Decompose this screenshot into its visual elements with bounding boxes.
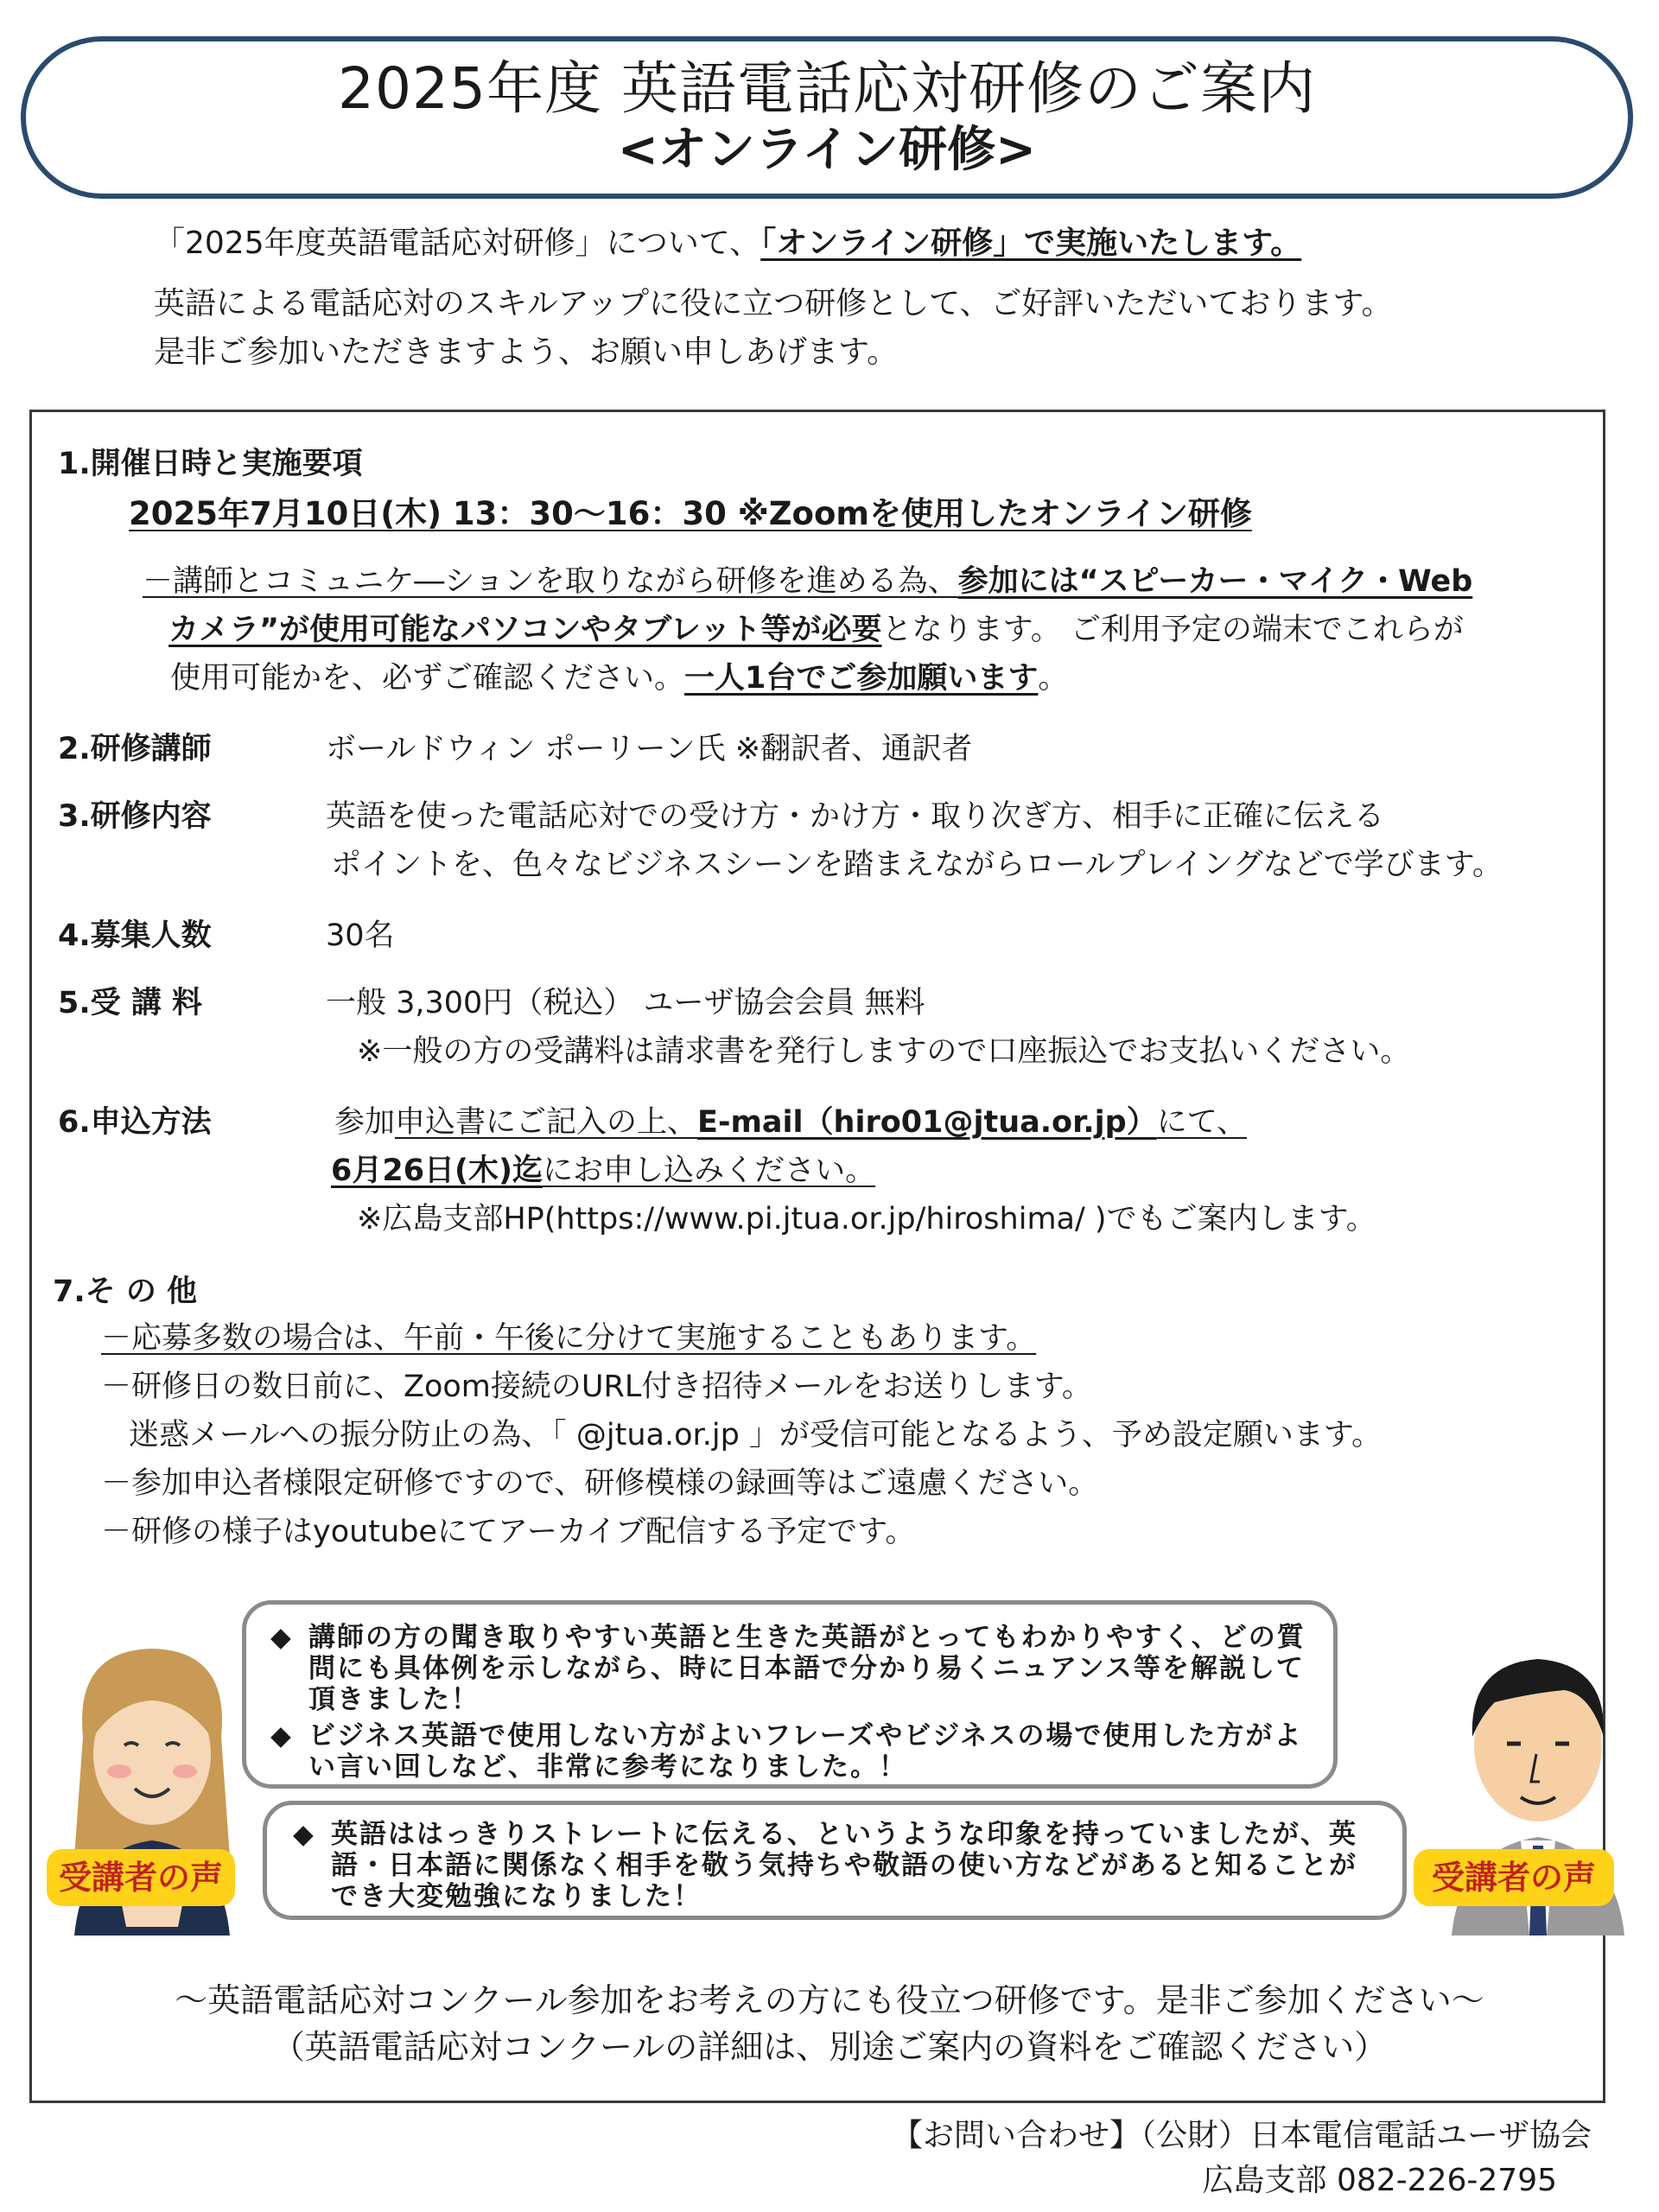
other-line-3: 迷惑メールへの振分防止の為、「 @jtua.or.jp 」が受信可能となるよう、予め設定願います。 xyxy=(129,1418,1382,1452)
voice-bubble-1 xyxy=(242,1600,1338,1789)
other-line-4: －参加申込者様限定研修ですので、研修模様の録画等はご遠慮ください。 xyxy=(101,1466,1099,1501)
section-4-label: 4.募集人数 xyxy=(58,918,212,953)
apply-line-2 xyxy=(331,1147,875,1195)
section-6 xyxy=(58,1098,1579,1254)
intro-line-2: 英語による電話応対のスキルアップに役に立つ研修として、ご好評いただいております。 xyxy=(154,286,1393,321)
content-line-1: 英語を使った電話応対での受け方・かけ方・取り次ぎ方、相手に正確に伝える xyxy=(326,799,1385,834)
voice-text: 講師の方の聞き取りやすい英語と生きた英語がとってもわかりやすく、どの質問にも具体例を示しながら、時に日本語で分かり易くニュアンス等を解説して頂きました！ xyxy=(308,1622,1306,1715)
apply-text: 参加 xyxy=(334,1105,396,1140)
apply-text-end: にて、 xyxy=(1156,1105,1248,1140)
voice-badge-left: 受講者の声 xyxy=(47,1849,235,1906)
device-note-emphasis-2: カメラ”が使用可能なパソコンやタブレット等が必要 xyxy=(168,613,882,647)
footer-line-1: ～英語電話応対コンクール参加をお考えの方にも役立つ研修です。是非ご参加ください～ xyxy=(175,1981,1484,2019)
device-note-line-3 xyxy=(170,654,1068,702)
section-2 xyxy=(58,725,1527,773)
contact-org: 【お問い合わせ】（公財）日本電信電話ユーザ協会 xyxy=(891,2118,1592,2153)
other-line-2: －研修日の数日前に、Zoom接続のURL付き招待メールをお送りします。 xyxy=(101,1370,1092,1404)
footer-line-2: （英語電話応対コンクールの詳細は、別途ご案内の資料をご確認ください） xyxy=(271,2028,1388,2066)
period: 。 xyxy=(1038,661,1069,696)
section-2-label: 2.研修講師 xyxy=(58,732,212,766)
intro-line-3: 是非ご参加いただきますよう、お願い申しあげます。 xyxy=(154,334,899,370)
section-5 xyxy=(58,979,1527,1083)
content-line-2: ポイントを、色々なビジネスシーンを踏まえながらロールプレイングなどで学びます。 xyxy=(331,848,1503,882)
diamond-icon: ◆ xyxy=(293,1819,315,1850)
one-device-note: 一人1台でご参加願います xyxy=(684,661,1039,696)
section-4 xyxy=(58,912,1527,960)
diamond-icon: ◆ xyxy=(270,1720,293,1751)
event-date: 2025年7月10日(木) 13：30～16：30 ※Zoomを使用したオンライン研修 xyxy=(129,495,1252,532)
section-1 xyxy=(58,440,363,488)
voice-item xyxy=(270,1720,1307,1783)
other-text-1: －応募多数の場合は、午前・午後に分けて実施することもあります。 xyxy=(101,1321,1037,1356)
apply-form-text: 申込書にご記入の上、 xyxy=(395,1105,698,1140)
contact-info xyxy=(892,2113,1592,2203)
apply-line-1 xyxy=(334,1098,1247,1147)
section-7-label-text: 7.そ の 他 xyxy=(53,1274,198,1309)
voice-bubble-2 xyxy=(263,1801,1407,1920)
intro-text: 「2025年度英語電話応対研修」について、 xyxy=(154,226,761,261)
section-3-label: 3.研修内容 xyxy=(58,799,212,834)
section-1-label: 1.開催日時と実施要項 xyxy=(58,447,363,481)
hp-link-note[interactable]: ※広島支部HP(https://www.pi.jtua.or.jp/hiroshima/ )でもご案内します。 xyxy=(357,1202,1376,1236)
voice-item xyxy=(270,1622,1307,1715)
section-3 xyxy=(58,792,1527,896)
other-line-1 xyxy=(101,1314,1036,1363)
device-note-line-2 xyxy=(168,606,1464,654)
device-note-line-1 xyxy=(143,557,1472,606)
page-subtitle: <オンライン研修> xyxy=(617,122,1037,178)
voice-text: 英語ははっきりストレートに伝える、というような印象を持っていましたが、英語・日本語に関係なく相手を敬う気持ちや敬語の使い方などがあると知ることができ大変勉強になりました！ xyxy=(331,1819,1357,1912)
fee-note: ※一般の方の受講料は請求書を発行しますので口座振込でお支払いください。 xyxy=(357,1034,1411,1069)
page-title: 2025年度 英語電話応対研修のご案内 xyxy=(338,55,1316,122)
contact-phone[interactable]: 広島支部 082-226-2795 xyxy=(1202,2163,1557,2198)
device-note-emphasis: 参加には“スピーカー・マイク・Web xyxy=(957,564,1473,599)
device-note-text: －講師とコミュニケ―ションを取りながら研修を進める為、 xyxy=(143,564,958,599)
voice-text: ビジネス英語で使用しない方がよいフレーズやビジネスの場で使用した方がよい言い回しなど、非常に参考になりました。！ xyxy=(308,1720,1303,1783)
intro-emphasis: 「オンライン研修」で実施いたします。 xyxy=(760,226,1302,261)
apply-deadline: 6月26日(木)迄 xyxy=(331,1154,543,1188)
other-line-5: －研修の様子はyoutubeにてアーカイブ配信する予定です。 xyxy=(101,1515,916,1549)
capacity: 30名 xyxy=(326,918,395,953)
fee: 一般 3,300円（税込） ユーザ協会会員 無料 xyxy=(326,986,925,1020)
section-5-label: 5.受 講 料 xyxy=(58,986,203,1020)
device-note-text-3: 使用可能かを、必ずご確認ください。 xyxy=(170,661,685,696)
section-6-label: 6.申込方法 xyxy=(58,1105,212,1140)
apply-deadline-text: にお申し込みください。 xyxy=(543,1154,876,1188)
instructor-name: ボールドウィン ポーリーン氏 ※翻訳者、通訳者 xyxy=(326,732,973,766)
voice-item xyxy=(293,1819,1376,1912)
voice-badge-right: 受講者の声 xyxy=(1414,1849,1614,1906)
diamond-icon: ◆ xyxy=(270,1622,293,1653)
section-7-label xyxy=(53,1268,197,1316)
title-banner xyxy=(21,36,1633,199)
intro-line-1 xyxy=(154,219,1393,268)
footer-message xyxy=(0,1977,1659,2070)
apply-email[interactable]: E-mail（hiro01@jtua.or.jp） xyxy=(697,1105,1157,1140)
intro xyxy=(154,219,1393,377)
device-note-text-2: となります。 ご利用予定の端末でこれらが xyxy=(881,613,1464,647)
